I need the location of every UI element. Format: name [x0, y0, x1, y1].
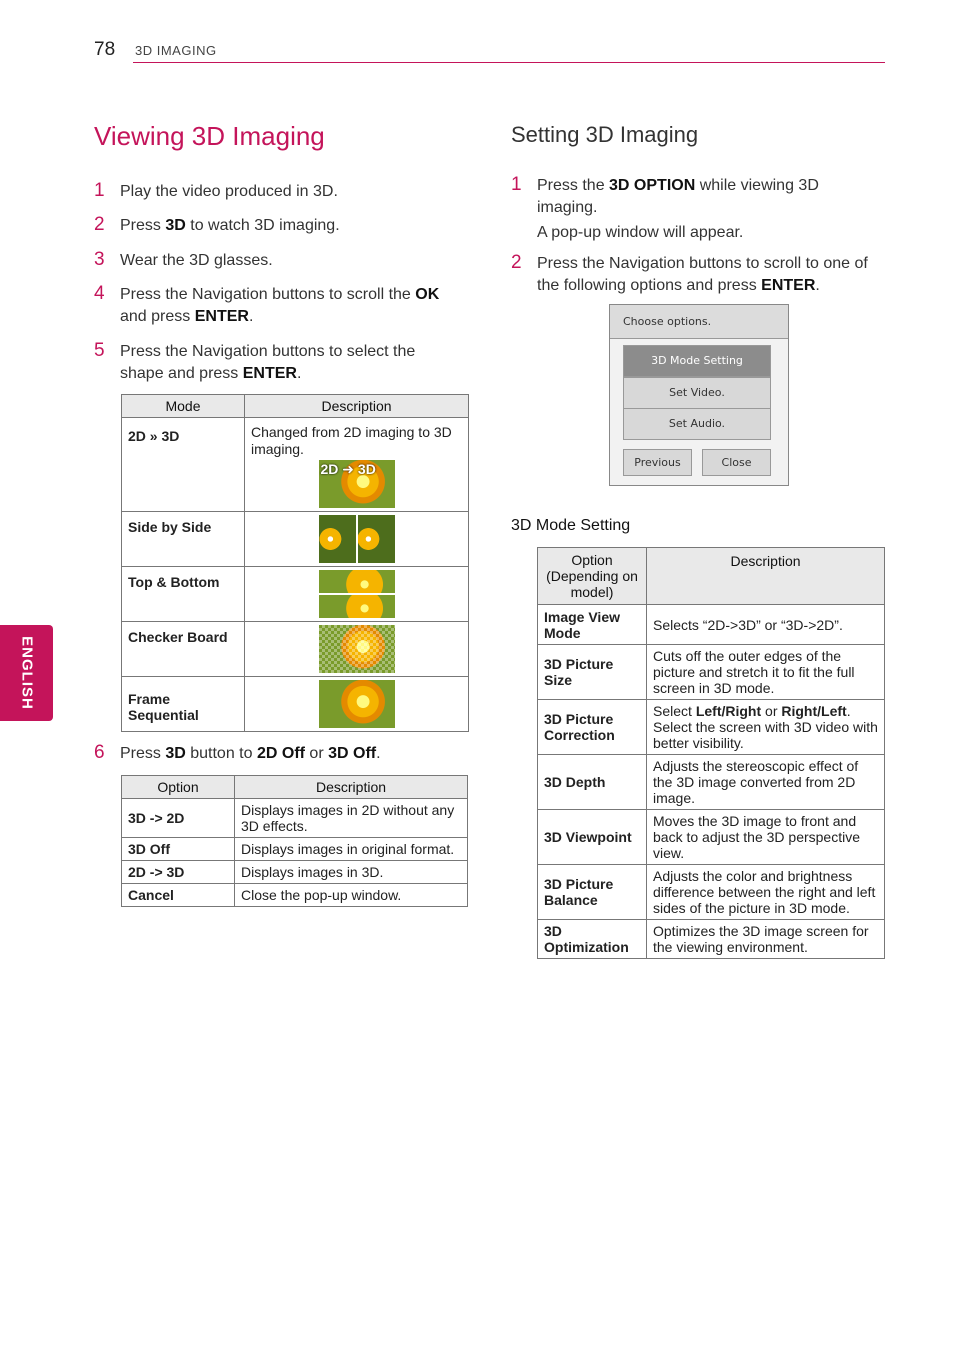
description-cell: Cuts off the outer edges of the picture and stretch it to fit the full screen in 3D mode.	[647, 645, 885, 700]
previous-button[interactable]: Previous	[623, 449, 692, 476]
3d-mode-setting-table	[537, 547, 885, 959]
table-row	[538, 865, 885, 920]
option-header: Option	[122, 776, 235, 799]
description-cell: Adjusts the color and brightness difference between the right and left sides of the picture in 3D mode.	[647, 865, 885, 920]
option-cell: 3D Picture Balance	[538, 865, 647, 920]
mode-table	[121, 394, 469, 732]
desc-key: Right/Left	[781, 703, 847, 719]
mode-header: Mode	[122, 395, 245, 418]
header-rule	[133, 62, 885, 63]
option-cell: 3D Off	[122, 838, 235, 861]
table-row	[538, 645, 885, 700]
step-text: .	[815, 277, 820, 294]
left-step-4	[94, 284, 464, 328]
table-row	[538, 920, 885, 959]
mode-cell: Frame Sequential	[122, 677, 245, 732]
mode-description: Changed from 2D imaging to 3D imaging.	[251, 424, 452, 457]
close-button[interactable]: Close	[702, 449, 771, 476]
step-text: Press the Navigation buttons to scroll to one of	[537, 255, 868, 272]
right-step-2	[511, 253, 891, 297]
mode-cell: Top & Bottom	[122, 567, 245, 622]
description-cell: Displays images in 2D without any 3D effects.	[235, 799, 468, 838]
table-row	[538, 810, 885, 865]
thumb-label: 2D ➜ 3D	[320, 461, 376, 477]
step-text: Play the video produced in 3D.	[120, 183, 338, 200]
table-row	[122, 838, 468, 861]
section-name: 3D IMAGING	[135, 43, 217, 58]
table-row	[122, 418, 469, 512]
step-text: and press	[120, 308, 195, 325]
option-cell: 3D -> 2D	[122, 799, 235, 838]
step-number: 1	[511, 174, 522, 195]
description-header: Description	[647, 548, 885, 605]
step-text: to watch 3D imaging.	[185, 217, 340, 234]
language-tab-label: ENGLISH	[18, 636, 35, 710]
step-key: 3D Off	[328, 745, 377, 762]
description-cell	[647, 700, 885, 755]
step-text: A pop-up window will appear.	[537, 224, 744, 241]
step-number: 6	[94, 742, 105, 763]
desc-text: Select	[653, 703, 696, 719]
table-row	[122, 567, 469, 622]
option-header: Option (Depending on model)	[538, 548, 647, 605]
step-text: .	[248, 308, 254, 325]
popup-item-3d-mode-setting[interactable]: 3D Mode Setting	[623, 345, 771, 377]
step-key: 3D	[165, 217, 186, 234]
description-cell	[245, 512, 469, 567]
popup-item-set-video[interactable]: Set Video.	[623, 377, 771, 409]
mode-cell: Side by Side	[122, 512, 245, 567]
step-text: .	[376, 745, 381, 762]
description-cell: Displays images in original format.	[235, 838, 468, 861]
description-cell: Selects “2D->3D” or “3D->2D”.	[647, 605, 885, 645]
description-cell: Displays images in 3D.	[235, 861, 468, 884]
step-key: 3D	[165, 745, 186, 762]
option-cell: Cancel	[122, 884, 235, 907]
flower-2d-3d-image	[319, 460, 395, 508]
description-cell	[245, 622, 469, 677]
step-number: 1	[94, 180, 105, 201]
step-text: shape and press	[120, 365, 243, 382]
step-text: Press	[120, 745, 166, 762]
description-cell: Optimizes the 3D image screen for the viewing environment.	[647, 920, 885, 959]
option-table	[121, 775, 468, 907]
option-cell: 3D Picture Correction	[538, 700, 647, 755]
description-cell: Adjusts the stereoscopic effect of the 3D image converted from 2D image.	[647, 755, 885, 810]
table-row	[122, 861, 468, 884]
description-cell	[245, 567, 469, 622]
viewing-3d-title: Viewing 3D Imaging	[94, 121, 325, 151]
option-cell: 3D Optimization	[538, 920, 647, 959]
desc-text: or	[761, 703, 782, 719]
step-text: Wear the 3D glasses.	[120, 252, 273, 269]
table-row	[122, 799, 468, 838]
description-cell: Close the pop-up window.	[235, 884, 468, 907]
right-step-1	[511, 175, 891, 245]
step-number: 2	[94, 214, 105, 235]
option-cell: 3D Depth	[538, 755, 647, 810]
step-key: 2D Off	[256, 745, 305, 762]
description-cell	[245, 677, 469, 732]
step-key: 3D OPTION	[609, 177, 696, 194]
page-number: 78	[94, 39, 116, 60]
step-key: ENTER	[242, 365, 297, 382]
left-step-5	[94, 341, 464, 385]
option-cell: Image View Mode	[538, 605, 647, 645]
step-text: Press the	[537, 177, 610, 194]
step-text: .	[296, 365, 302, 382]
popup-item-set-audio[interactable]: Set Audio.	[623, 408, 771, 440]
step-number: 3	[94, 249, 105, 270]
table-row	[538, 605, 885, 645]
mode-cell: Checker Board	[122, 622, 245, 677]
side-by-side-image	[319, 515, 395, 563]
table-row	[538, 755, 885, 810]
choose-options-popup	[609, 304, 789, 486]
table-row	[122, 677, 469, 732]
top-bottom-image	[319, 570, 395, 618]
desc-text: . Select the screen with 3D video with better visibility.	[653, 703, 878, 751]
description-header: Description	[235, 776, 468, 799]
step-text: Press the Navigation buttons to select the	[120, 343, 416, 360]
description-cell: Moves the 3D image to front and back to adjust the 3D perspective view.	[647, 810, 885, 865]
language-tab	[0, 625, 53, 721]
step-text: Press the Navigation buttons to scroll the	[120, 286, 416, 303]
option-cell: 3D Viewpoint	[538, 810, 647, 865]
step-number: 5	[94, 340, 105, 361]
table-caption: 3D Mode Setting	[511, 517, 631, 534]
step-key: ENTER	[761, 277, 816, 294]
step-text: the following options and press	[537, 277, 762, 294]
table-row	[538, 700, 885, 755]
step-text: or	[304, 745, 329, 762]
step-text: button to	[185, 745, 257, 762]
table-row	[122, 884, 468, 907]
table-row	[122, 512, 469, 567]
option-cell: 3D Picture Size	[538, 645, 647, 700]
setting-3d-title: Setting 3D Imaging	[511, 122, 699, 147]
table-row	[122, 622, 469, 677]
step-number: 4	[94, 283, 105, 304]
option-cell: 2D -> 3D	[122, 861, 235, 884]
desc-key: Left/Right	[695, 703, 762, 719]
step-text: imaging.	[537, 199, 598, 216]
popup-title: Choose options.	[623, 315, 712, 328]
frame-sequential-image	[319, 680, 395, 728]
step-text: while viewing 3D	[695, 177, 819, 194]
description-cell	[245, 418, 469, 512]
step-number: 2	[511, 252, 522, 273]
mode-cell: 2D » 3D	[122, 418, 245, 512]
description-header: Description	[245, 395, 469, 418]
popup-header	[610, 305, 788, 339]
checker-board-image	[319, 625, 395, 673]
step-key: ENTER	[194, 308, 249, 325]
step-text: Press	[120, 217, 166, 234]
step-key: OK	[415, 286, 440, 303]
